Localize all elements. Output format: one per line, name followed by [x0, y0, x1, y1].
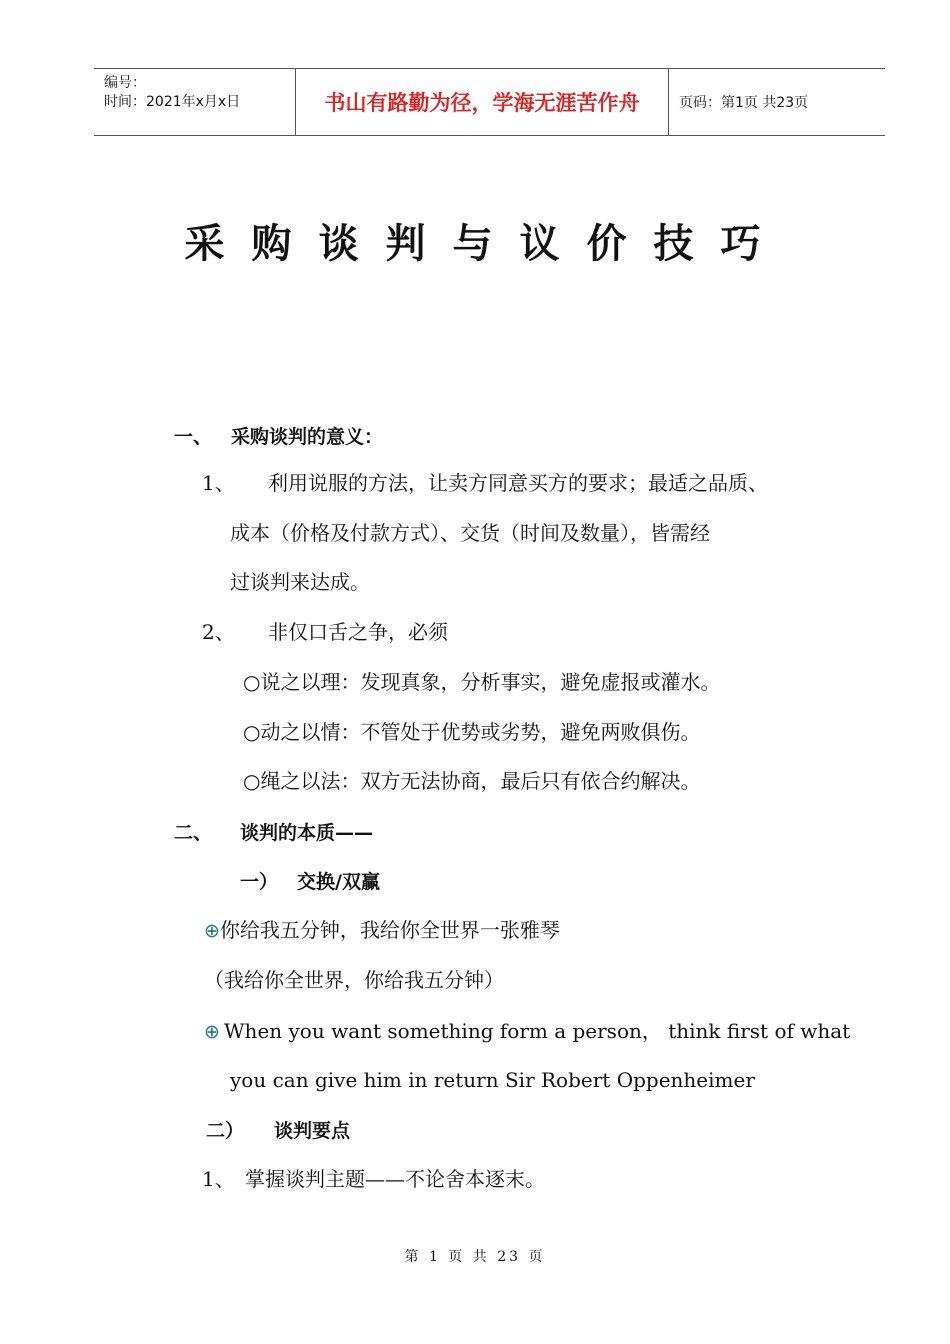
sub1-num: 一）: [240, 871, 279, 893]
point1-text: 掌握谈判主题——不论舍本逐末。: [245, 1167, 545, 1191]
item2-num: 2、: [202, 620, 235, 644]
header-motto: 书山有路勤为径，学海无涯苦作舟: [324, 91, 640, 115]
sub2-heading: 谈判要点: [274, 1120, 351, 1142]
page-footer: 第 1 页 共 23 页: [404, 1249, 546, 1265]
section1-heading: 采购谈判的意义：: [231, 426, 384, 448]
section1-num: 一、: [174, 426, 213, 448]
header-meta-cell: [94, 69, 296, 135]
point1-num: 1、: [202, 1167, 235, 1191]
header-time: 时间：2021年x月x日: [104, 94, 241, 110]
document-title: 采购谈判与议价技巧: [184, 221, 788, 267]
header-motto-cell: [296, 69, 669, 135]
quote2-symbol-wrap: [204, 1018, 220, 1045]
item1-num: 1、: [202, 471, 235, 495]
circle-plus-icon: ⊕: [204, 920, 220, 942]
quote1-paren: （我给你全世界，你给我五分钟）: [204, 968, 504, 992]
bullet-emotion: ○动之以情：不管处于优势或劣势，避免两败俱伤。: [243, 720, 701, 744]
item2-text: 非仅口舌之争，必须: [268, 620, 448, 644]
section2-heading: 谈判的本质——: [240, 822, 374, 844]
bullet-law: ○绳之以法：双方无法协商，最后只有依合约解决。: [243, 769, 701, 793]
quote2-line2: you can give him in return Sir Robert Oppenheimer: [230, 1068, 755, 1092]
section2-num: 二、: [174, 822, 213, 844]
header-page-cell: [669, 69, 885, 135]
sub2-num: 二）: [206, 1120, 245, 1142]
quote1: [204, 917, 560, 944]
header-table: [94, 68, 885, 136]
sub1-heading: 交换/双赢: [297, 871, 380, 893]
circle-plus-icon: ⊕: [204, 1021, 220, 1043]
bullet-reason: ○说之以理：发现真象，分析事实，避免虚报或灌水。: [243, 670, 721, 694]
header-bianhao: 编号：: [104, 75, 146, 91]
item1-line1: 利用说服的方法，让卖方同意买方的要求；最适之品质、: [268, 471, 768, 495]
header-page-info: 页码：第1页 共23页: [679, 95, 809, 111]
item1-line2: 成本（价格及付款方式）、交货（时间及数量），皆需经: [230, 521, 710, 545]
quote2-line1: When you want something form a person， think first of what: [224, 1019, 851, 1043]
item1-line3: 过谈判来达成。: [230, 570, 370, 594]
quote1-text: 你给我五分钟，我给你全世界一张雅琴: [219, 918, 560, 942]
